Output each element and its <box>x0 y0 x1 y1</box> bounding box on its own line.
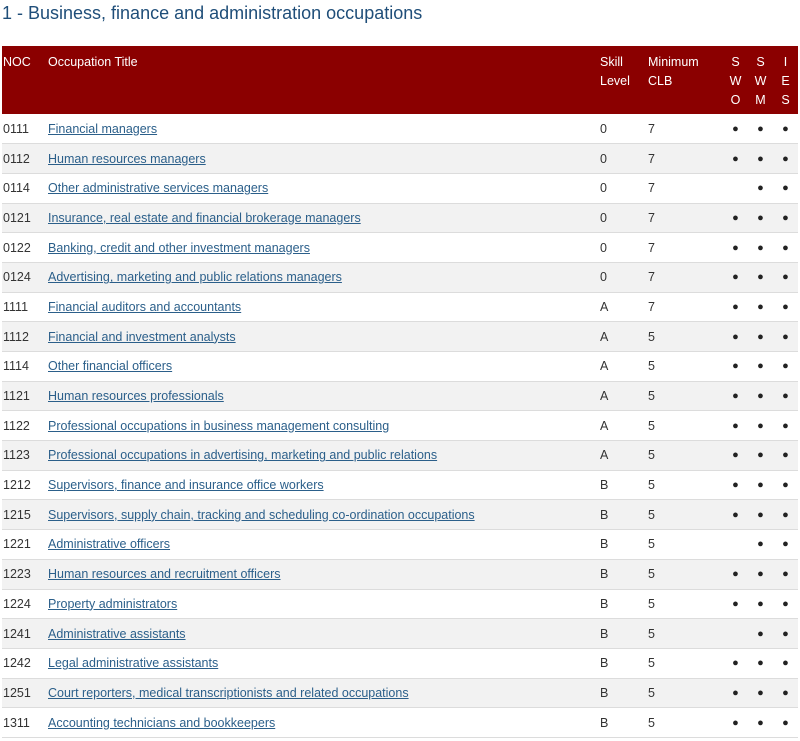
noc-code: 1215 <box>3 507 31 522</box>
header-clb-line1: Minimum <box>648 55 699 69</box>
page-title: 1 - Business, finance and administration occupations <box>2 3 423 23</box>
swm-indicator: ● <box>757 449 764 462</box>
table-row <box>2 114 798 144</box>
minimum-clb: 7 <box>648 210 655 225</box>
swo-indicator: ● <box>732 597 739 610</box>
skill-level: 0 <box>600 181 607 196</box>
occupation-title-link[interactable]: Professional occupations in business management consulting <box>48 418 390 433</box>
minimum-clb: 5 <box>648 448 655 463</box>
table-row <box>2 559 798 589</box>
skill-level: A <box>600 329 609 344</box>
noc-code: 1122 <box>3 418 30 433</box>
ies-indicator: ● <box>782 300 789 313</box>
swm-indicator: ● <box>757 508 764 521</box>
ies-indicator: ● <box>782 360 789 373</box>
occupation-title-cell <box>48 411 600 441</box>
ies-indicator: ● <box>782 686 789 699</box>
swo-indicator: ● <box>732 479 739 492</box>
ies-indicator: ● <box>782 330 789 343</box>
header-swm-line2: W <box>754 74 767 88</box>
table-row <box>2 381 798 411</box>
occupation-title-link[interactable]: Supervisors, finance and insurance office workers <box>48 478 324 493</box>
minimum-clb: 7 <box>648 151 655 166</box>
occupation-title-link[interactable]: Other administrative services managers <box>48 181 269 196</box>
header-swo-line2: W <box>729 74 742 88</box>
ies-indicator: ● <box>782 271 789 284</box>
swo-indicator <box>723 619 748 649</box>
occupation-title-cell <box>48 292 600 322</box>
swo-indicator <box>723 173 748 203</box>
header-skill-line2: Level <box>600 74 630 88</box>
ies-indicator: ● <box>782 479 789 492</box>
header-clb-line2: CLB <box>648 74 673 88</box>
swo-indicator: ● <box>732 449 739 462</box>
minimum-clb: 5 <box>648 715 655 730</box>
table-row <box>2 203 798 233</box>
table-row <box>2 173 798 203</box>
minimum-clb: 5 <box>648 537 655 552</box>
header-swm-line1: S <box>756 55 765 69</box>
swm-indicator: ● <box>757 152 764 165</box>
ies-indicator: ● <box>782 152 789 165</box>
header-swo-line3: O <box>730 93 741 107</box>
swm-indicator: ● <box>757 419 764 432</box>
minimum-clb: 5 <box>648 359 655 374</box>
header-ies-line2: E <box>781 74 790 88</box>
ies-indicator: ● <box>782 508 789 521</box>
occupation-title-cell <box>48 322 600 352</box>
minimum-clb: 7 <box>648 270 655 285</box>
occupation-title-cell <box>48 619 600 649</box>
occupation-title-cell <box>48 203 600 233</box>
header-skill-line1: Skill <box>600 55 623 69</box>
swo-indicator: ● <box>732 419 739 432</box>
skill-level: B <box>600 537 609 552</box>
table-row <box>2 678 798 708</box>
noc-code: 0121 <box>3 210 31 225</box>
header-title-label: Occupation Title <box>48 55 138 69</box>
minimum-clb: 7 <box>648 181 655 196</box>
occupations-table <box>2 46 798 738</box>
noc-code: 1112 <box>3 329 29 344</box>
header-ies-line1: I <box>783 55 788 69</box>
ies-indicator: ● <box>782 538 789 551</box>
skill-level: B <box>600 656 609 671</box>
swm-indicator: ● <box>757 597 764 610</box>
occupation-title-cell <box>48 708 600 738</box>
skill-level: A <box>600 299 609 314</box>
header-swm <box>748 46 773 114</box>
occupation-title-link[interactable]: Human resources professionals <box>48 389 224 404</box>
skill-level: B <box>600 596 609 611</box>
ies-indicator: ● <box>782 390 789 403</box>
occupation-title-link[interactable]: Legal administrative assistants <box>48 656 219 671</box>
noc-code: 1121 <box>3 389 30 404</box>
swm-indicator: ● <box>757 241 764 254</box>
skill-level: B <box>600 567 609 582</box>
occupation-title-link[interactable]: Accounting technicians and bookkeepers <box>48 715 276 730</box>
occupation-title-cell <box>48 173 600 203</box>
minimum-clb: 5 <box>648 656 655 671</box>
noc-code: 1114 <box>3 359 29 374</box>
minimum-clb: 5 <box>648 389 655 404</box>
header-noc <box>2 46 48 114</box>
table-body <box>2 114 798 737</box>
table-row <box>2 233 798 263</box>
occupation-title-cell <box>48 144 600 174</box>
occupation-title-link[interactable]: Financial and investment analysts <box>48 329 236 344</box>
swm-indicator: ● <box>757 686 764 699</box>
header-ies-line3: S <box>781 93 790 107</box>
swo-indicator: ● <box>732 241 739 254</box>
skill-level: 0 <box>600 240 607 255</box>
table-row <box>2 708 798 738</box>
swm-indicator: ● <box>757 211 764 224</box>
ies-indicator: ● <box>782 627 789 640</box>
occupation-title-cell <box>48 233 600 263</box>
occupation-title-cell <box>48 441 600 471</box>
swo-indicator: ● <box>732 657 739 670</box>
minimum-clb: 7 <box>648 240 655 255</box>
skill-level: B <box>600 626 609 641</box>
occupation-title-link[interactable]: Advertising, marketing and public relations managers <box>48 270 342 285</box>
swm-indicator: ● <box>757 330 764 343</box>
swm-indicator: ● <box>757 657 764 670</box>
occupation-title-link[interactable]: Court reporters, medical transcriptionists and related occupations <box>48 685 409 700</box>
skill-level: A <box>600 389 609 404</box>
occupation-title-cell <box>48 114 600 144</box>
header-swo-line1: S <box>731 55 740 69</box>
table-row <box>2 144 798 174</box>
occupation-title-cell <box>48 648 600 678</box>
swo-indicator: ● <box>732 568 739 581</box>
swo-indicator: ● <box>732 300 739 313</box>
table-row <box>2 322 798 352</box>
minimum-clb: 5 <box>648 329 655 344</box>
table-row <box>2 530 798 560</box>
occupation-title-cell <box>48 678 600 708</box>
table-row <box>2 411 798 441</box>
occupation-title-cell <box>48 262 600 292</box>
table-header <box>2 46 798 114</box>
header-noc-label: NOC <box>3 55 31 69</box>
swo-indicator: ● <box>732 271 739 284</box>
swm-indicator: ● <box>757 271 764 284</box>
table-row <box>2 619 798 649</box>
skill-level: A <box>600 418 609 433</box>
swo-indicator: ● <box>732 330 739 343</box>
skill-level: A <box>600 359 609 374</box>
occupation-title-cell <box>48 470 600 500</box>
occupation-title-cell <box>48 589 600 619</box>
swm-indicator: ● <box>757 300 764 313</box>
skill-level: B <box>600 507 609 522</box>
occupation-title-link[interactable]: Insurance, real estate and financial brokerage managers <box>48 210 361 225</box>
minimum-clb: 5 <box>648 685 655 700</box>
skill-level: B <box>600 478 609 493</box>
header-row <box>2 46 798 114</box>
skill-level: 0 <box>600 270 607 285</box>
table-row <box>2 500 798 530</box>
swm-indicator: ● <box>757 627 764 640</box>
swm-indicator: ● <box>757 479 764 492</box>
table-row <box>2 262 798 292</box>
occupation-title-link[interactable]: Human resources and recruitment officers <box>48 567 281 582</box>
occupation-title-link[interactable]: Administrative officers <box>48 537 171 552</box>
swo-indicator: ● <box>732 686 739 699</box>
noc-code: 1221 <box>3 537 31 552</box>
swo-indicator: ● <box>732 211 739 224</box>
occupation-title-link[interactable]: Financial auditors and accountants <box>48 299 242 314</box>
table-row <box>2 589 798 619</box>
minimum-clb: 5 <box>648 596 655 611</box>
occupation-title-cell <box>48 352 600 382</box>
minimum-clb: 5 <box>648 507 655 522</box>
ies-indicator: ● <box>782 449 789 462</box>
noc-code: 0112 <box>3 151 30 166</box>
minimum-clb: 7 <box>648 121 655 136</box>
table-row <box>2 352 798 382</box>
ies-indicator: ● <box>782 241 789 254</box>
ies-indicator: ● <box>782 716 789 729</box>
minimum-clb: 5 <box>648 478 655 493</box>
occupation-title-cell <box>48 530 600 560</box>
noc-code: 0122 <box>3 240 31 255</box>
skill-level: B <box>600 685 609 700</box>
table-row <box>2 648 798 678</box>
minimum-clb: 5 <box>648 418 655 433</box>
occupation-title-link[interactable]: Supervisors, supply chain, tracking and scheduling co-ordination occupations <box>48 507 475 522</box>
occupation-title-cell <box>48 500 600 530</box>
header-skill-level <box>600 46 648 114</box>
swm-indicator: ● <box>757 390 764 403</box>
skill-level: 0 <box>600 151 607 166</box>
occupation-title-link[interactable]: Administrative assistants <box>48 626 186 641</box>
occupation-title-link[interactable]: Other financial officers <box>48 359 173 374</box>
swo-indicator <box>723 530 748 560</box>
occupation-title-link[interactable]: Property administrators <box>48 596 178 611</box>
noc-code: 1111 <box>3 299 29 314</box>
ies-indicator: ● <box>782 568 789 581</box>
swm-indicator: ● <box>757 538 764 551</box>
swm-indicator: ● <box>757 716 764 729</box>
noc-code: 1123 <box>3 448 30 463</box>
skill-level: 0 <box>600 121 607 136</box>
swo-indicator: ● <box>732 122 739 135</box>
noc-code: 1311 <box>3 715 30 730</box>
table-row <box>2 470 798 500</box>
minimum-clb: 5 <box>648 626 655 641</box>
swo-indicator: ● <box>732 508 739 521</box>
ies-indicator: ● <box>782 211 789 224</box>
noc-code: 1241 <box>3 626 31 641</box>
noc-code: 1223 <box>3 567 31 582</box>
minimum-clb: 5 <box>648 567 655 582</box>
header-minimum-clb <box>648 46 723 114</box>
ies-indicator: ● <box>782 182 789 195</box>
swm-indicator: ● <box>757 122 764 135</box>
table-row <box>2 441 798 471</box>
minimum-clb: 7 <box>648 299 655 314</box>
ies-indicator: ● <box>782 657 789 670</box>
occupation-title-link[interactable]: Human resources managers <box>48 151 206 166</box>
skill-level: A <box>600 448 609 463</box>
noc-code: 0124 <box>3 270 31 285</box>
swo-indicator: ● <box>732 152 739 165</box>
noc-code: 1212 <box>3 478 31 493</box>
noc-code: 0111 <box>3 121 29 136</box>
noc-code: 1224 <box>3 596 31 611</box>
noc-code: 0114 <box>3 181 30 196</box>
table-row <box>2 292 798 322</box>
header-ies <box>773 46 798 114</box>
header-occupation-title <box>48 46 600 114</box>
ies-indicator: ● <box>782 419 789 432</box>
skill-level: 0 <box>600 210 607 225</box>
swm-indicator: ● <box>757 568 764 581</box>
ies-indicator: ● <box>782 597 789 610</box>
swm-indicator: ● <box>757 182 764 195</box>
swo-indicator: ● <box>732 360 739 373</box>
header-swm-line3: M <box>755 93 766 107</box>
skill-level: B <box>600 715 609 730</box>
ies-indicator: ● <box>782 122 789 135</box>
occupation-title-cell <box>48 381 600 411</box>
swo-indicator: ● <box>732 716 739 729</box>
occupation-title-link[interactable]: Professional occupations in advertising, marketing and public relations <box>48 448 438 463</box>
header-swo <box>723 46 748 114</box>
noc-code: 1251 <box>3 685 31 700</box>
noc-code: 1242 <box>3 656 31 671</box>
occupation-title-link[interactable]: Financial managers <box>48 121 158 136</box>
swm-indicator: ● <box>757 360 764 373</box>
occupation-title-link[interactable]: Banking, credit and other investment managers <box>48 240 310 255</box>
swo-indicator: ● <box>732 390 739 403</box>
occupation-title-cell <box>48 559 600 589</box>
